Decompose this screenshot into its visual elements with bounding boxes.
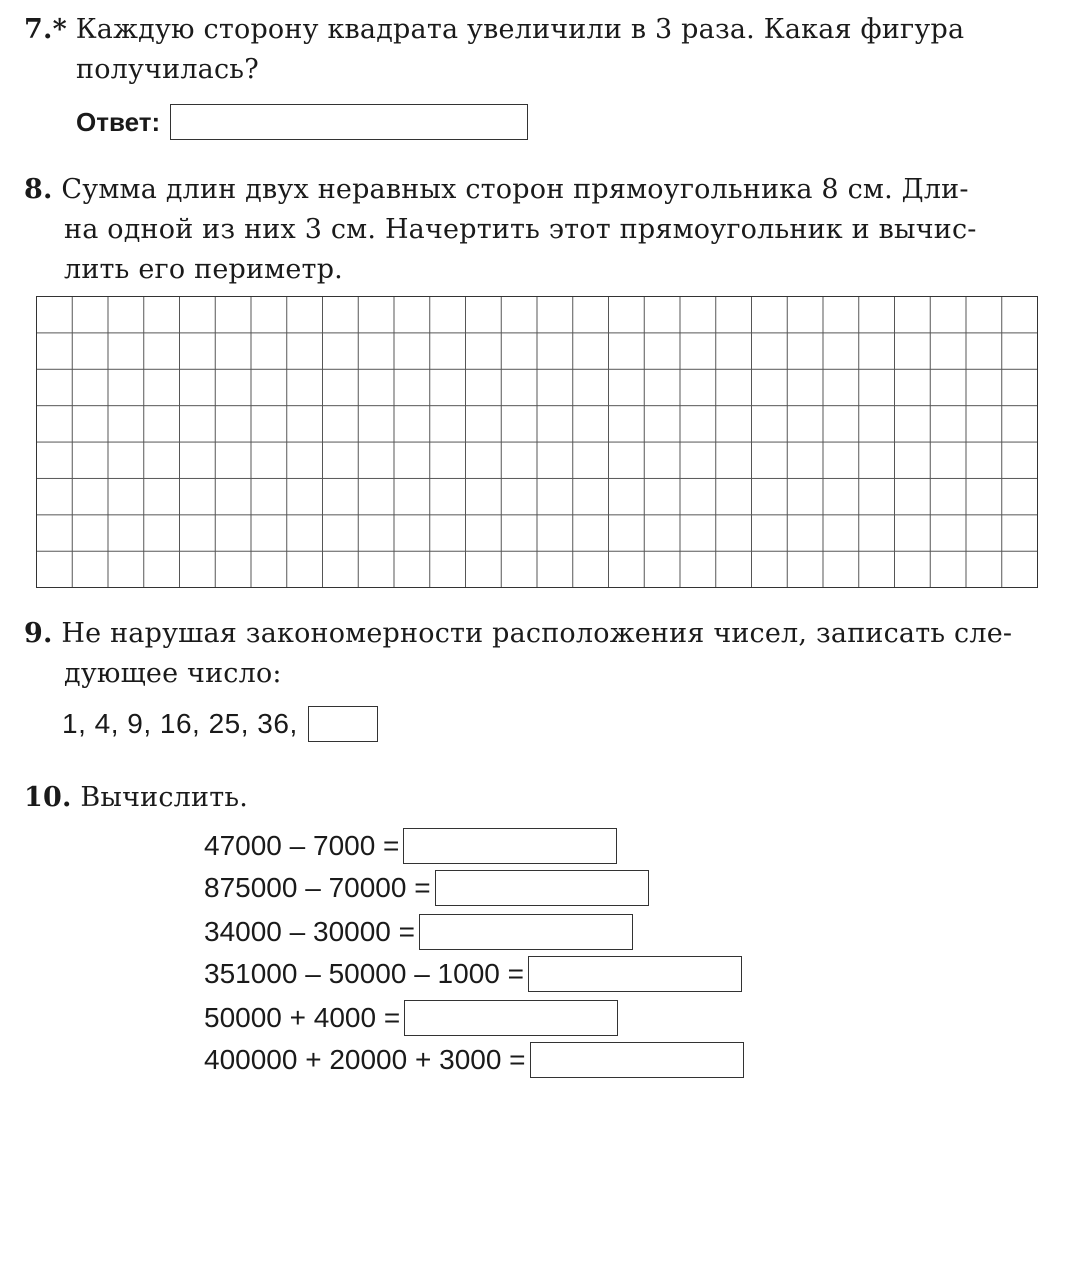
expression-row [204,998,618,1038]
expression-answer-box[interactable] [404,1000,618,1036]
expression-row [204,1040,744,1080]
task-10-line-1 [24,778,1064,818]
expression-row [204,954,742,994]
task-10 [24,778,1064,818]
task-9-number: 9. [24,618,53,649]
task-8-line-1 [24,170,1064,210]
task-9-sequence-row [62,706,378,742]
expression-text: 875000 – 70000 = [204,872,431,903]
number-sequence: 1, 4, 9, 16, 25, 36, [62,708,298,739]
task-7-number: 7.* [24,14,67,45]
expression-row [204,868,649,908]
task-8 [24,170,1064,290]
graph-paper-grid[interactable] [36,296,1038,588]
task-7-line-1 [24,10,1064,50]
task-7-answer-box[interactable] [170,104,528,140]
expression-text: 400000 + 20000 + 3000 = [204,1044,526,1075]
answer-label: Ответ: [76,106,161,137]
expression-text: 47000 – 7000 = [204,830,400,861]
expression-answer-box[interactable] [435,870,649,906]
expression-text: 34000 – 30000 = [204,916,415,947]
task-9-text-1: Не нарушая закономерности расположения чисел, записать сле- [61,618,1013,649]
expression-row [204,912,633,952]
task-9-text-2: дующее число: [64,658,282,689]
task-7 [24,10,1064,90]
task-9 [24,614,1064,694]
expression-answer-box[interactable] [528,956,742,992]
task-8-text-2: на одной из них 3 см. Начертить этот прямоугольник и вычис- [64,214,977,245]
task-7-answer-row [76,104,528,140]
task-9-answer-box[interactable] [308,706,378,742]
expression-answer-box[interactable] [419,914,633,950]
task-8-number: 8. [24,174,53,205]
task-7-text-2: получилась? [76,54,259,85]
expression-answer-box[interactable] [530,1042,744,1078]
expression-answer-box[interactable] [403,828,617,864]
expression-text: 351000 – 50000 – 1000 = [204,958,524,989]
task-8-text-3: лить его периметр. [64,254,343,285]
task-10-number: 10. [24,782,72,813]
task-10-title: Вычислить. [80,782,249,813]
task-7-text-1: Каждую сторону квадрата увеличили в 3 раза. Какая фигура [75,14,965,45]
expression-row [204,826,617,866]
task-9-line-1 [24,614,1064,654]
expression-text: 50000 + 4000 = [204,1002,401,1033]
task-8-text-1: Сумма длин двух неравных сторон прямоугольника 8 см. Дли- [61,174,969,205]
